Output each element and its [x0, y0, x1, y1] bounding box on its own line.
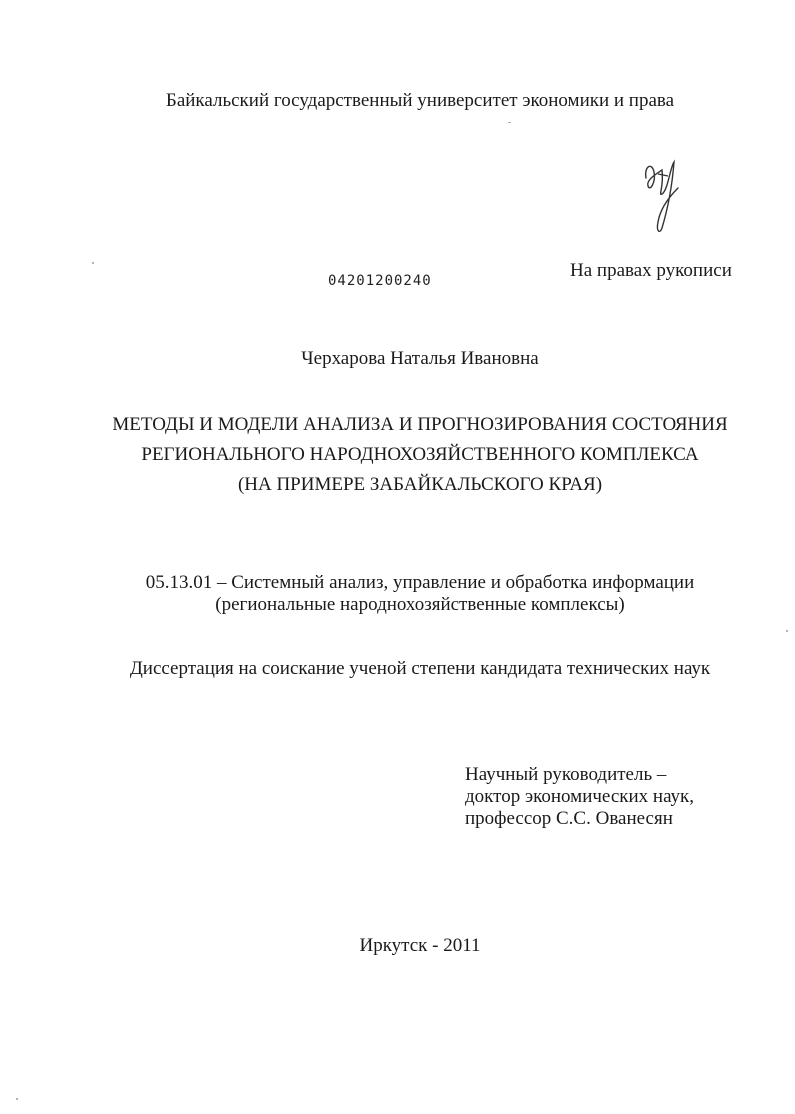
rights-notice: На правах рукописи [570, 260, 732, 281]
title-line: РЕГИОНАЛЬНОГО НАРОДНОХОЗЯЙСТВЕННОГО КОМПЛЕКСА [141, 444, 699, 465]
advisor-line: доктор экономических наук, [465, 786, 695, 807]
advisor-line: профессор С.С. Ованесян [465, 808, 673, 829]
scientific-advisor [465, 764, 694, 830]
scan-speck [16, 1098, 18, 1100]
scan-speck [786, 630, 788, 632]
specialty [0, 572, 795, 616]
handwritten-signature [628, 148, 688, 238]
author-name: Черхарова Наталья Ивановна [301, 348, 539, 369]
scan-speck [92, 262, 94, 264]
specialty-line: (региональные народнохозяйственные комплексы) [215, 594, 625, 615]
specialty-line: 05.13.01 – Системный анализ, управление и обработка информации [145, 572, 695, 593]
registration-code: 04201200240 [328, 273, 432, 289]
title-line: МЕТОДЫ И МОДЕЛИ АНАЛИЗА И ПРОГНОЗИРОВАНИЯ СОСТОЯНИЯ [112, 414, 728, 435]
title-line: (НА ПРИМЕРЕ ЗАБАЙКАЛЬСКОГО КРАЯ) [237, 474, 603, 495]
university-name: Байкальский государственный университет экономики и права [165, 90, 675, 111]
advisor-line: Научный руководитель – [465, 764, 667, 785]
dissertation-type: Диссертация на соискание ученой степени кандидата технических наук [129, 658, 711, 679]
dissertation-title [0, 410, 795, 500]
scan-speck [508, 122, 511, 123]
city-year: Иркутск - 2011 [359, 935, 481, 956]
